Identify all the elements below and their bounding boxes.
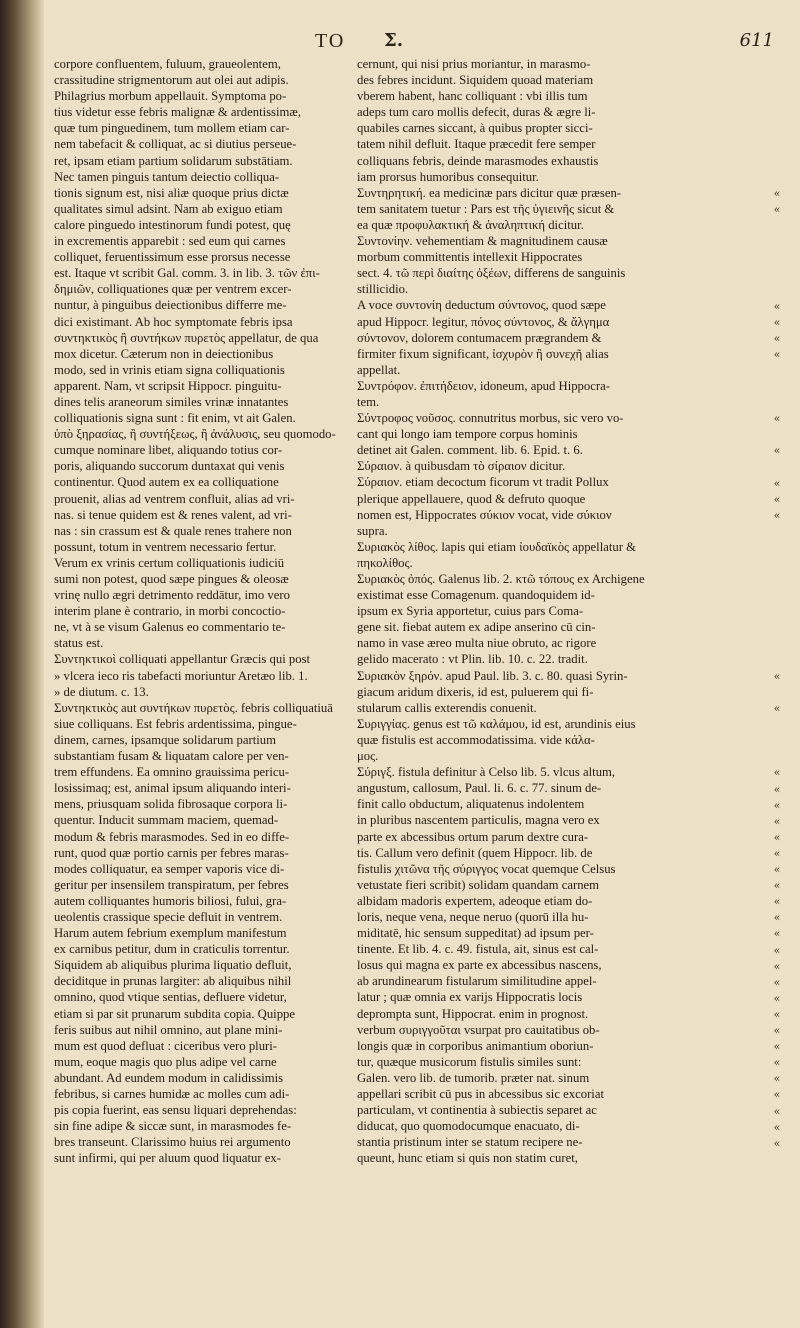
left-column-line: ret, ipsam etiam partium solidarum substātiam. (54, 153, 293, 168)
left-column-line: deciditque in prunas largiter: ab aliquibus nihil (54, 974, 292, 989)
left-column-line: mox dicetur. Cæterum non in deiectionibus (54, 346, 274, 361)
right-column-line: particulam, vt continentia à subiectis separet ac (357, 1103, 597, 1118)
left-column-line: apparent. Nam, vt scripsit Hippocr. pinguitu- (54, 378, 282, 393)
right-column-line: colliquans febris, deinde marasmodes exhaustis (357, 153, 599, 168)
right-text-column (357, 56, 771, 1166)
right-column-line: firmiter fixum significant, ἰσχυρὸν ἢ συνεχῆ alias (357, 346, 609, 361)
left-column-line: colliquationis signa sunt : fit enim, vt ait Galen. (54, 411, 296, 426)
left-column-line: tius videtur esse febris malignæ & ardentissimæ, (54, 105, 302, 120)
right-column-line: giacum aridum dixeris, id est, puluerem qui fi- (357, 684, 594, 699)
left-column-line: nem tabefacit & colliquat, ac si diutius perseue- (54, 137, 297, 152)
right-column-line: tinente. Et lib. 4. c. 49. fistula, ait, sinus est cal- (357, 942, 599, 957)
margin-quote-mark: « (773, 766, 781, 780)
left-column-line: συντηκτικὸς ἢ συντήκων πυρετὸς appellatur, de qua (54, 330, 319, 345)
margin-quote-mark: « (773, 1024, 781, 1037)
right-column-line: namo in vase æreo multa niue obruto, ac rigore (357, 636, 597, 651)
margin-quote-mark: « (773, 895, 781, 909)
margin-quote-mark: « (773, 782, 781, 796)
right-column-line: Συντηρητική. ea medicinæ pars dicitur quæ præsen- (357, 185, 622, 200)
left-column-line: Harum autem febrium exemplum manifestum (54, 926, 287, 941)
right-column-line: appellari scribit cū pus in abcessibus sic excoriat (357, 1087, 604, 1101)
right-column-line: diducat, quo quomodocumque enacuato, di- (357, 1119, 580, 1134)
right-column-line: latur ; quæ omnia ex varijs Hippocratis locis (357, 990, 583, 1005)
left-column-line: interim plane è contrario, in morbi concoctio- (54, 604, 286, 619)
left-column-line: est. Itaque vt scribit Gal. comm. 3. in lib. 3. τῶν ἐπι- (54, 266, 320, 281)
page-gutter-shadow (0, 0, 44, 1328)
left-column-line: ne, vt à se visum Galenus eo commentario te- (54, 620, 286, 635)
left-column-line: sin fine adipe & siccæ sunt, in marasmodes fe- (54, 1119, 292, 1134)
left-column-line: mens, priusquam solida fibrosaque corpora li- (54, 797, 288, 812)
right-column-line: detinet ait Galen. comment. lib. 6. Epid. t. 6. (357, 443, 583, 458)
left-column-line: Συντηκτικοὶ colliquati appellantur Græcis qui post (54, 652, 311, 667)
left-column-line: in excrementis apparebit : sed eum qui carnes (54, 234, 286, 249)
right-column-line: adeps tum caro mollis defecit, duras & ægre li- (357, 105, 596, 120)
right-column-line: fistulis χιτῶνα τῆς σύριγγος vocat quemque Celsus (357, 861, 616, 876)
right-column-line: stularum callis exterendis conuenit. (357, 700, 537, 715)
margin-quote-mark: « (773, 476, 781, 490)
margin-quote-mark: « (773, 299, 781, 313)
left-column-line: geritur per insensilem transpiratum, per febres (54, 877, 289, 892)
left-column-line: nas : sin crassum est & quale renes trahere non (54, 523, 292, 538)
left-column-line: omnino, quod vtique sentias, defluere videtur, (54, 990, 287, 1005)
margin-quote-mark: « (773, 959, 781, 973)
margin-quote-mark: « (773, 347, 781, 361)
right-column-line: ab arundinearum fistularum similitudine appel- (357, 974, 597, 989)
right-column-line: des febres incidunt. Siquidem quoad materiam (357, 73, 594, 88)
margin-quote-mark: « (773, 1120, 781, 1134)
left-column-line: vrinę nullo ægri detrimento reddātur, imo vero (54, 588, 290, 603)
margin-quote-mark: « (773, 492, 781, 506)
left-column-line: losissimaq; est, animal ipsum aliquando interi- (54, 781, 291, 796)
left-column-line: continentur. Quod autem ex ea colliquatione (54, 475, 279, 490)
margin-quote-mark: « (773, 879, 781, 893)
right-column-line: morbum committentis intellexit Hippocrates (357, 250, 583, 265)
margin-quote-mark: « (773, 702, 781, 715)
right-column-line: parte ex abcessibus ortum parum dextre cura- (357, 829, 589, 844)
right-column-line: gelido macerato : vt Plin. lib. 10. c. 22. tradit. (357, 652, 588, 667)
left-column-line: ueolentis crassique specie defluit in ventrem. (54, 909, 283, 924)
margin-quote-mark: « (773, 927, 781, 941)
running-subhead: Σ. (384, 30, 403, 51)
left-column-line: dinem, carnes, ipsamque solidarum partium (54, 732, 276, 747)
margin-quote-mark: « (773, 1088, 781, 1102)
margin-quote-mark: « (773, 943, 781, 957)
margin-quote-mark: « (773, 508, 781, 522)
left-column-line: Συντηκτικὸς aut συντήκων πυρετὸς. febris colliquatiuā (54, 700, 333, 715)
right-column-line: cernunt, qui nisi prius moriantur, in marasmo- (357, 57, 591, 71)
right-column-line: quæ fistulis est accommodatissima. vide κάλα- (357, 732, 595, 747)
left-column-line: crassitudine strigmentorum aut olei aut adipis. (54, 73, 289, 88)
left-column-line: sunt infirmi, qui per aluum quod liquatur ex- (54, 1151, 281, 1166)
margin-quote-mark: « (773, 846, 781, 860)
margin-quote-mark: « (773, 1056, 781, 1070)
left-column-line: poris, aliquando succorum duntaxat qui venis (54, 459, 285, 474)
right-column-line: supra. (357, 523, 388, 538)
left-column-line: bres transeunt. Clarissimo huius rei argumento (54, 1135, 291, 1150)
left-column-line: abundant. Ad eundem modum in calidissimis (54, 1070, 284, 1085)
right-column-line: angustum, callosum, Paul. li. 6. c. 77. sinum de- (357, 781, 602, 796)
right-column-line: gene sit. fiebat autem ex adipe anserino cū cin- (357, 620, 596, 635)
running-head: TO (315, 30, 346, 52)
margin-quote-mark: « (773, 911, 781, 925)
left-column-line: etiam si par sit prunarum subdita copia. Quippe (54, 1006, 296, 1021)
right-column-line: Συριγγίας. genus est τῶ καλάμου, id est, arundinis eius (357, 716, 636, 731)
margin-quote-mark: « (773, 863, 781, 876)
right-column-line: A voce συντονίη deductum σύντονος, quod sæpe (357, 298, 606, 313)
left-column-line: nuntur, à pinguibus deiectionibus differre me- (54, 298, 287, 313)
left-column-line: substantiam fusam & liquatam calore per ven- (54, 749, 289, 764)
right-column-line: vberem habent, hanc colliquant : vbi illis tum (357, 89, 588, 104)
right-column-line: Σύραιον. à quibusdam τὸ σίραιον dicitur. (357, 459, 566, 474)
left-column-line: ex carnibus petitur, dum in craticulis torrentur. (54, 942, 290, 957)
right-column-line: miditatē, hic sensum suppeditat) ad ipsum per- (357, 926, 594, 941)
left-text-column (54, 56, 350, 1166)
right-column-line: Galen. vero lib. de tumorib. præter nat. sinum (357, 1070, 590, 1085)
right-column-line: apud Hippocr. legitur, πόνος σύντονος, & ἄλγημα (357, 314, 610, 329)
right-column-line: tem sanitatem tuetur : Pars est τῆς ὑγιεινῆς sicut & (357, 201, 615, 216)
right-column-line: σύντονον, dolorem contumacem prægrandem & (357, 330, 602, 345)
right-column-line: stillicidio. (357, 282, 409, 297)
left-column-line: » de diutum. c. 13. (54, 684, 149, 699)
right-column-line: finit callo obductum, aliquatenus indolentem (357, 797, 585, 812)
left-column-line: dici existimant. Ab hoc symptomate febris ipsa (54, 314, 293, 329)
margin-quote-mark: « (773, 1104, 781, 1118)
right-column-line: Συριακὸν ξηρόν. apud Paul. lib. 3. c. 80. quasi Syrin- (357, 668, 628, 683)
left-column-line: trem effundens. Ea omnino grauissima pericu- (54, 765, 290, 780)
left-column-line: calore pinguedo intestinorum fundi potest, quę (54, 217, 291, 232)
right-column-line: tem. (357, 394, 380, 409)
left-column-line: siue colliquans. Est febris ardentissima, pingue- (54, 716, 297, 731)
margin-quote-mark: « (773, 814, 781, 828)
right-column-line: Συριακὸς λίθος. lapis qui etiam ἰουδαϊκὸς appellatur & (357, 539, 636, 554)
left-column-line: Siquidem ab aliquibus plurima liquatio defluit, (54, 958, 292, 973)
margin-quote-mark: « (773, 991, 781, 1005)
margin-quote-mark: « (773, 412, 781, 426)
left-column-line: possunt, totum in ventrem necessario fertur. (54, 539, 277, 554)
margin-quote-mark: « (773, 1072, 781, 1086)
right-column-line: ea quæ προφυλακτική & ἀναληπτική dicitur. (357, 217, 584, 232)
right-column-line: nomen est, Hippocrates σύκιον vocat, vide σύκιον (357, 507, 612, 522)
right-column-line: Σύντροφος νοῦσος. connutritus morbus, sic vero vo- (357, 411, 624, 426)
right-column-line: tatem nihil defluit. Itaque præcedit fere semper (357, 137, 596, 152)
left-column-line: Philagrius morbum appellauit. Symptoma po- (54, 89, 287, 104)
right-column-line: iam prorsus humoribus consequitur. (357, 169, 539, 184)
right-column-line: appellat. (357, 362, 401, 377)
margin-quote-mark: « (773, 444, 781, 458)
left-column-line: cumque nominare libet, aliquando totius cor- (54, 443, 283, 458)
right-column-line: longis quæ in corporibus animantium oboriun- (357, 1038, 594, 1053)
page-header (50, 30, 778, 56)
right-column-line: existimat esse Comagenum. quandoquidem id- (357, 588, 595, 603)
left-column-line: sumi non potest, quod sæpe pingues & oleosæ (54, 572, 289, 586)
right-column-line: loris, neque vena, neque neruo (quorū illa hu- (357, 909, 589, 924)
left-column-line: febribus, si carnes humidæ ac molles cum adi- (54, 1087, 290, 1101)
margin-quote-mark: « (773, 669, 781, 683)
right-column-line: sect. 4. τῶ περὶ διαίτης ὀξέων, differens de sanguinis (357, 266, 626, 281)
right-column-line: tis. Callum vero definit (quem Hippocr. lib. de (357, 845, 593, 860)
left-column-line: mum, eoque magis quo plus adipe vel carne (54, 1054, 277, 1069)
right-column-line: Συντονίην. vehementiam & magnitudinem causæ (357, 234, 608, 249)
right-column-line: in pluribus nascentem particulis, magna vero ex (357, 813, 600, 828)
right-column-line: losus qui magna ex parte ex abcessibus nascens, (357, 958, 602, 973)
left-column-line: quæ tum pinguedinem, tum mollem etiam car- (54, 121, 290, 136)
left-column-line: Nec tamen pinguis tantum deiectio colliqua- (54, 169, 280, 184)
right-column-line: μος. (357, 749, 379, 764)
left-column-line: runt, quod quæ portio carnis per febres maras- (54, 845, 289, 860)
margin-quote-mark: « (773, 975, 781, 989)
right-column-line: deprompta sunt, Hippocrat. enim in prognost. (357, 1006, 589, 1021)
left-column-line: » vlcera ieco ris tabefacti moriuntur Aretæo lib. 1. (54, 668, 308, 683)
left-column-line: qualitates simul adsint. Nam ab exiguo etiam (54, 201, 283, 216)
right-column-line: tur, quæque musicorum fistulis similes sunt: (357, 1054, 582, 1069)
right-column-line: ipsum ex Syria apportetur, cuius pars Coma- (357, 604, 584, 619)
right-column-line: queunt, hunc etiam si quis non statim curet, (357, 1151, 578, 1166)
right-column-line: Σύριγξ. fistula definitur à Celso lib. 5. vlcus altum, (357, 765, 616, 780)
margin-quote-mark: « (773, 186, 781, 200)
left-column-line: modo, sed in vrinis etiam signa colliquationis (54, 362, 285, 377)
left-column-line: colliquet, feruentissimum esse prorsus necesse (54, 250, 291, 265)
right-column-line: Σύραιον. etiam decoctum ficorum vt tradit Pollux (357, 475, 609, 490)
right-column-line: albidam madoris expertem, adeoque etiam do- (357, 893, 593, 908)
left-column-line: autem colliquantes humoris biliosi, fului, gra- (54, 893, 287, 908)
left-column-line: δημιῶν, colliquationes quæ per ventrem excer- (54, 282, 292, 297)
margin-quote-mark: « (773, 1040, 781, 1054)
right-column-line: stantia pristinum inter se statum recipere ne- (357, 1135, 583, 1150)
margin-quote-mark: « (773, 1007, 781, 1021)
margin-quote-mark: « (773, 315, 781, 329)
right-column-line: cant qui longo iam tempore corpus hominis (357, 427, 578, 442)
left-column-line: prouenit, alias ad ventrem confluit, alias ad vri- (54, 491, 295, 506)
left-column-line: status est. (54, 636, 104, 651)
left-column-line: ὑπὸ ξηρασίας, ἢ συντήξεως, ἢ ἀνάλυσις, seu quomodo- (54, 427, 336, 442)
margin-quote-mark: « (773, 798, 781, 812)
left-column-line: nas. si tenue quidem est & renes valent, ad vri- (54, 507, 292, 522)
left-column-line: modum & febris marasmodes. Sed in eo diffe- (54, 829, 290, 844)
right-column-line: vetustate fieri scribit) solidam quandam carnem (357, 877, 600, 892)
margin-quote-mark: « (773, 331, 781, 345)
left-column-line: corpore confluentem, fuluum, graueolentem, (54, 57, 281, 71)
left-column-line: modes colliquatur, ea semper vaporis vice di- (54, 861, 285, 876)
left-column-line: dines telis araneorum similes vrinæ innatantes (54, 394, 289, 409)
left-column-line: pis copia fuerint, eas sensu liquari deprehendas: (54, 1103, 297, 1118)
left-column-line: quentur. Inducit summam maciem, quemad- (54, 813, 279, 828)
page-number: 611 (739, 30, 774, 51)
right-column-line: verbum συριγγοῦται vsurpat pro cauitatibus ob- (357, 1022, 600, 1037)
left-column-line: tionis signum est, nisi aliæ quoque prius dictæ (54, 185, 289, 200)
left-column-line: feris suibus aut nihil omnino, aut plane mini- (54, 1022, 283, 1037)
right-column-line: Συντρόφον. ἐπιτήδειον, idoneum, apud Hippocra- (357, 378, 610, 393)
margin-quote-mark: « (773, 830, 781, 844)
right-column-line: πηκολίθος. (357, 555, 413, 570)
left-column-line: Verum ex vrinis certum colliquationis iudiciū (54, 555, 285, 570)
right-column-line: quabiles carnes siccant, à quibus propter sicci- (357, 121, 593, 136)
right-column-line: plerique appellauere, quod & defruto quoque (357, 491, 586, 506)
margin-quote-mark: « (773, 202, 781, 216)
right-column-line: Συριακὸς ὀπός. Galenus lib. 2. κτῶ τόπους ex Archigene (357, 572, 645, 586)
left-column-line: mum est quod defluat : ciceribus vero pluri- (54, 1038, 278, 1053)
margin-quote-mark: « (773, 1136, 781, 1150)
